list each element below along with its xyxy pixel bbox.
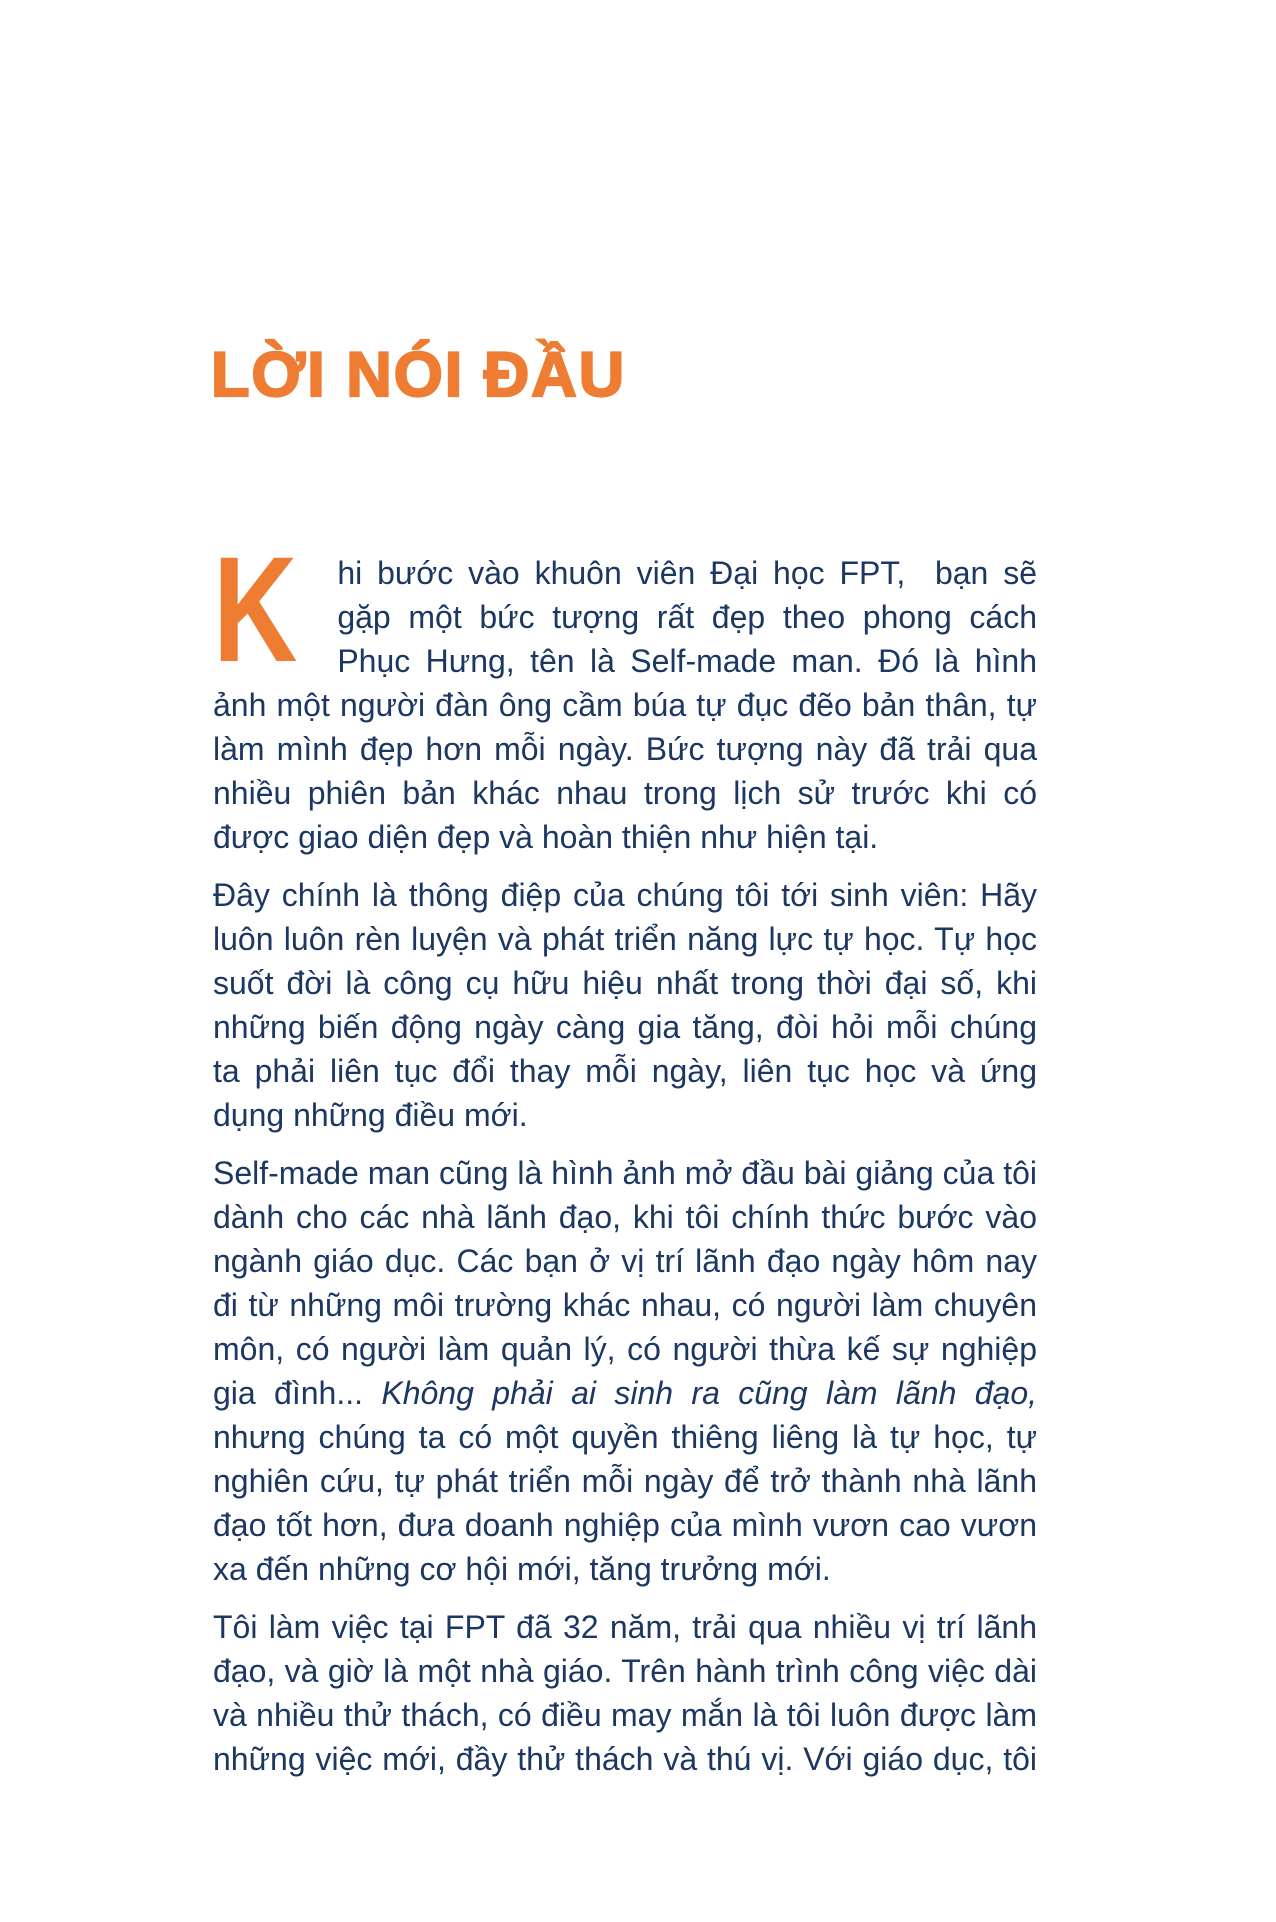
paragraph	[213, 1605, 1037, 1781]
text-run: Self-made man cũng là hình ảnh mở đầu bài giảng của tôi dành cho các nhà lãnh đạo, khi tôi chính thức bước vào ngành giáo dục. Các bạn ở vị trí lãnh đạo ngày hôm nay đi từ những môi trường khác nhau, có người làm chuyên môn, có người làm quản lý, có người thừa kế sự nghiệp gia đình...	[213, 1155, 1037, 1411]
dropcap-letter: K	[213, 525, 298, 693]
page-title: LỜI NÓI ĐẦU	[211, 340, 627, 411]
paragraph	[213, 525, 1037, 859]
text-run: nhưng chúng ta có một quyền thiêng liêng là tự học, tự nghiên cứu, tự phát triển mỗi ngày để trở thành nhà lãnh đạo tốt hơn, đưa doanh nghiệp của mình vươn cao vươn xa đến những cơ hội mới, tăng trưởng mới.	[213, 1419, 1037, 1587]
text-run-italic: Không phải ai sinh ra cũng làm lãnh đạo,	[381, 1375, 1037, 1411]
paragraph	[213, 1151, 1037, 1591]
text-run: Đây chính là thông điệp của chúng tôi tới sinh viên: Hãy luôn luôn rèn luyện và phát triển năng lực tự học. Tự học suốt đời là công cụ hữu hiệu nhất trong thời đại số, khi những biến động ngày càng gia tăng, đòi hỏi mỗi chúng ta phải liên tục đổi thay mỗi ngày, liên tục học và ứng dụng những điều mới.	[213, 877, 1037, 1133]
body-text	[213, 525, 1037, 1795]
paragraph	[213, 873, 1037, 1137]
text-run: Tôi làm việc tại FPT đã 32 năm, trải qua nhiều vị trí lãnh đạo, và giờ là một nhà giáo. Trên hành trình công việc dài và nhiều thử thách, có điều may mắn là tôi luôn được làm những việc mới, đầy thử thách và thú vị. Với giáo dục, tôi	[213, 1609, 1037, 1777]
text-run: hi bước vào khuôn viên Đại học FPT, bạn sẽ gặp một bức tượng rất đẹp theo phong cách Phục Hưng, tên là Self-made man. Đó là hình ảnh một người đàn ông cầm búa tự đục đẽo bản thân, tự làm mình đẹp hơn mỗi ngày. Bức tượng này đã trải qua nhiều phiên bản khác nhau trong lịch sử trước khi có được giao diện đẹp và hoàn thiện như hiện tại.	[213, 555, 1037, 855]
